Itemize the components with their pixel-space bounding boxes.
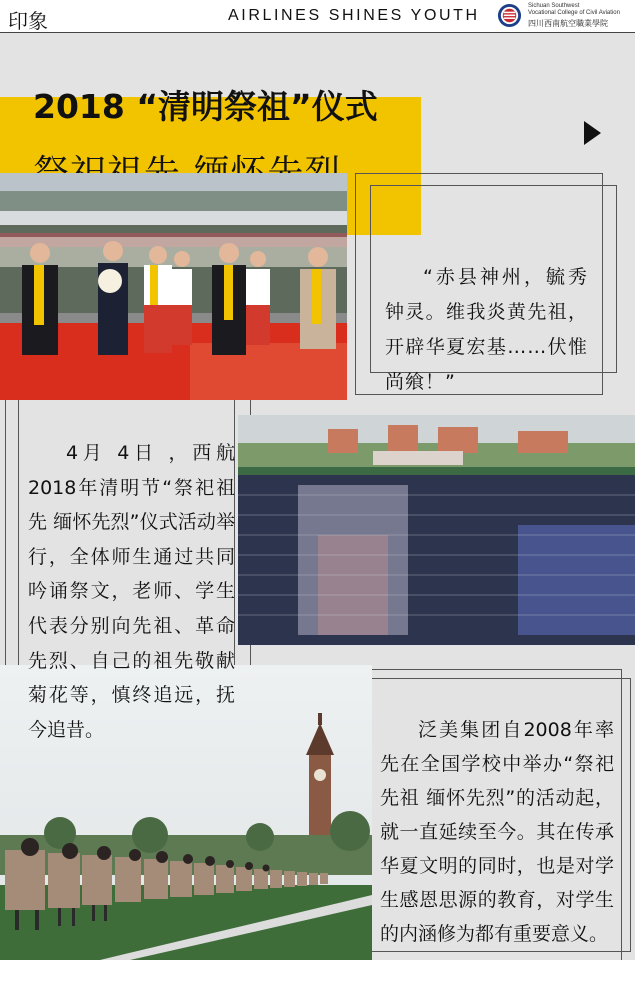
page-bottom-margin xyxy=(0,960,635,1000)
college-emblem-icon xyxy=(497,3,522,28)
play-triangle-icon xyxy=(584,121,601,145)
event-significance: 泛美集团自2008年率先在全国学校中举办“祭祀先祖 缅怀先烈”的活动起，就一直延续至今。其在传承华夏文明的同时，也是对学生感恩思源的教育，对学生的内涵修为都有重要意义。 xyxy=(380,719,614,945)
header-slogan: AIRLINES SHINES YOUTH xyxy=(228,7,480,24)
article-page xyxy=(0,33,635,960)
school-name-english xyxy=(528,3,620,17)
school-name-en-line1: Sichuan Southwest xyxy=(528,3,580,9)
ceremony-photo xyxy=(0,173,347,400)
event-description: 4月 4日 ，西航2018年清明节“祭祀祖先 缅怀先烈”仪式活动举行，全体师生通过共同吟诵祭文，老师、学生代表分别向先祖、革命先烈、自己的祖先敬献菊花等，慎终追远，抚今追昔。 xyxy=(28,442,235,741)
page-header xyxy=(0,0,635,33)
school-name-chinese: 四川西南航空職業學院 xyxy=(528,19,608,28)
section-category: 印象 xyxy=(8,9,48,33)
school-name-en-line2: Vocational College of Civil Aviation xyxy=(528,10,620,16)
article-title: 2018 “清明祭祖”仪式 xyxy=(33,87,378,126)
prayer-quote: “赤县神州，毓秀钟灵。维我炎黄先祖，开辟华夏宏基……伏惟尚飨！” xyxy=(385,266,588,393)
assembly-aerial-photo xyxy=(238,415,635,645)
